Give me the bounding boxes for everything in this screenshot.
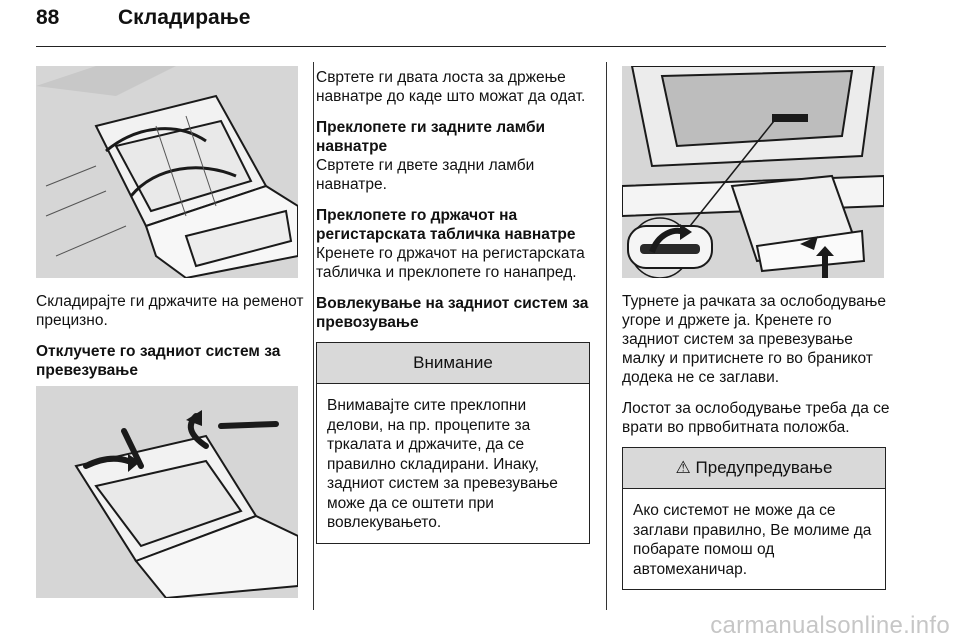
page-number: 88 bbox=[36, 6, 60, 29]
caution-box bbox=[316, 342, 590, 544]
instruction-turn-levers: Свртете ги двата лоста за држење навнатре до каде што можат да одат. bbox=[316, 69, 586, 105]
warning-box bbox=[622, 447, 886, 590]
illustration-release-handle bbox=[622, 66, 884, 278]
heading-unlock-carrier: Отклучете го задниот систем за превезување bbox=[36, 343, 281, 379]
warning-title: Предупредување bbox=[695, 458, 833, 477]
tow-carrier-arrows-drawing bbox=[36, 386, 298, 598]
instruction-turn-lamps: Свртете ги двете задни ламби навнатре. bbox=[316, 157, 535, 193]
illustration-unlock-carrier bbox=[36, 386, 298, 598]
heading-retract-carrier: Вовлекување на задниот систем за превозување bbox=[316, 295, 589, 331]
instruction-push-handle: Турнете ја рачката за ослободување угоре и држете ја. Кренете го задниот систем за превезување малку и притиснете го во браникот додека не се заглави. bbox=[622, 293, 886, 386]
caution-text: Внимавајте сите преклопни делови, на пр. процепите за тркалата и држачите, да се правилно складирани. Инаку, задниот систем за превезување може да се оштети при вовлекувањето. bbox=[327, 397, 558, 531]
heading-fold-rear-lamps: Преклопете ги задните ламби навнатре bbox=[316, 119, 546, 155]
warning-text: Ако системот не може да се заглави правилно, Ве молиме да побарате помош од автомеханичар. bbox=[633, 502, 872, 578]
header-rule bbox=[36, 46, 886, 47]
warning-triangle-icon: ⚠ bbox=[675, 458, 691, 477]
watermark: carmanualsonline.info bbox=[710, 612, 950, 639]
instruction-store-holders: Складирајте ги држачите на ременот прецизно. bbox=[36, 293, 304, 329]
column-divider-2 bbox=[606, 62, 607, 610]
warning-header bbox=[623, 448, 885, 489]
instruction-lift-plate-holder: Кренете го држачот на регистарската табличка и преклопете го нанапред. bbox=[316, 245, 585, 281]
instruction-lever-return: Лостот за ослободување треба да се врати во првобитната положба. bbox=[622, 400, 890, 436]
tow-carrier-drawing bbox=[36, 66, 298, 278]
page-title: Складирање bbox=[118, 6, 251, 29]
release-handle-drawing bbox=[622, 66, 884, 278]
heading-fold-plate-holder: Преклопете го држачот на регистарската табличка навнатре bbox=[316, 207, 576, 243]
column-divider-1 bbox=[313, 62, 314, 610]
caution-title: Внимание bbox=[317, 343, 589, 384]
illustration-strap-holders bbox=[36, 66, 298, 278]
